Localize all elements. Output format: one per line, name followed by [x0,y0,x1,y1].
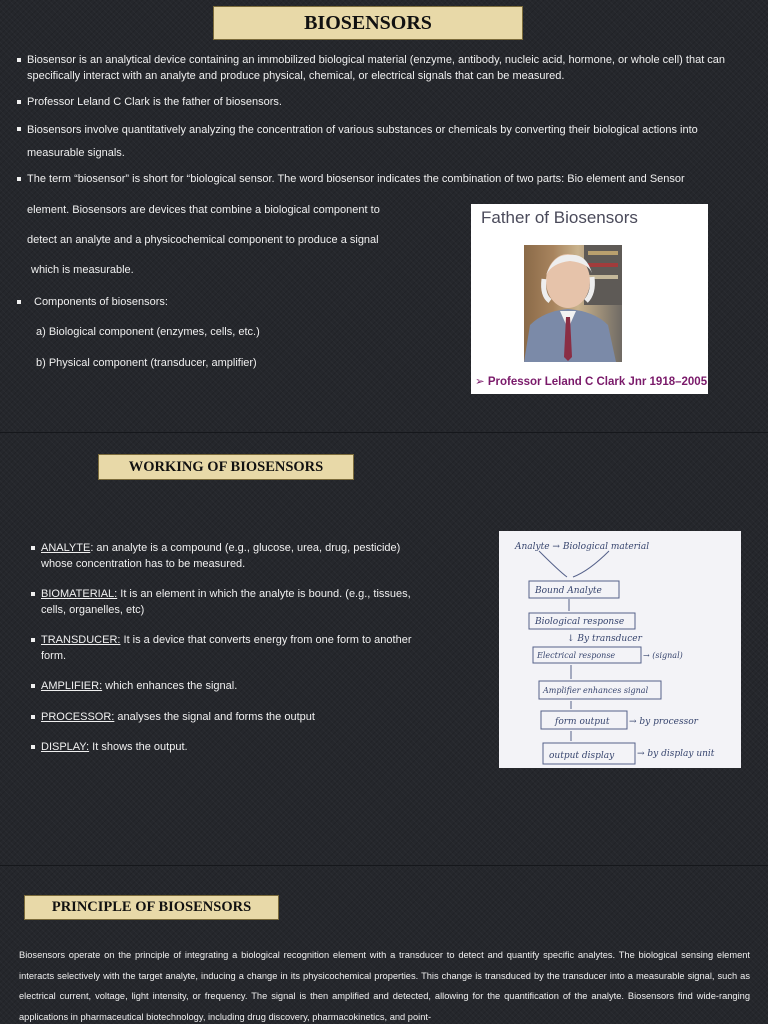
diagram-box: Bound Analyte [535,586,602,596]
component-biological: a) Biological component (enzymes, cells, etc.) [36,326,260,338]
item-biomaterial: BIOMATERIAL: It is an element in which the analyte is bound. (e.g., tissues, cells, organelles, etc) [31,586,431,618]
diagram-box: Electrical response [537,651,616,660]
slide-title: BIOSENSORS [213,6,523,40]
father-of-biosensors-card [471,204,708,394]
diagram-top: Analyte → Biological material [515,542,650,552]
text-line: element. Biosensors are devices that combine a biological component to [27,204,380,216]
text-line: which is measurable. [31,264,134,276]
bullet-quantitative: Biosensors involve quantitatively analyzing the concentration of various substances or chemicals by converting their biological actions into measurable signals. [17,119,753,165]
principle-paragraph: Biosensors operate on the principle of integrating a biological recognition element with a transducer to detect and quantify specific analytes. The biological sensing element interacts selectively with the target analyte, inducing a change in its physicochemical properties. This change is transduced by the transducer into a measurable signal, such as electrical current, voltage, light intensity, or frequency. The signal is then amplified and detected, allowing for the quantification of the analyte. Biosensors find wide-ranging applications in pharmaceutical biotechnology, including drug discovery, pharmacokinetics, and point- [19,950,750,1022]
bullet-father: Professor Leland C Clark is the father of biosensors. [17,94,753,110]
item-amplifier: AMPLIFIER: which enhances the signal. [31,678,431,694]
diagram-note: → by display unit [637,749,715,759]
item-processor: PROCESSOR: analyses the signal and forms the output [31,709,431,725]
diagram-box: output display [549,751,615,761]
slide-principle [0,866,768,1024]
bullet-components: Components of biosensors: [17,294,457,310]
slide-title: WORKING OF BIOSENSORS [98,454,354,480]
diagram-note: → (signal) [643,651,683,660]
portrait-photo [524,245,622,362]
card-title: Father of Biosensors [481,208,638,227]
slide-biosensors [0,0,768,433]
slide-working [0,433,768,866]
diagram-box: Amplifier enhances signal [543,686,649,695]
component-physical: b) Physical component (transducer, amplifier) [36,357,257,369]
card-caption: ➢ Professor Leland C Clark Jnr 1918–2005 [475,376,708,388]
diagram-note: → by processor [629,717,698,727]
item-display: DISPLAY: It shows the output. [31,739,431,755]
slide-title: PRINCIPLE OF BIOSENSORS [24,895,279,920]
bullet-definition: Biosensor is an analytical device containing an immobilized biological material (enzyme, antibody, nucleic acid, hormone, or whole cell) that can specifically interact with an analyte and produce physical, chemical, or electrical signals that can be measured. [17,52,753,84]
diagram-note: ↓ By transducer [567,634,642,644]
diagram-box: Biological response [535,617,625,627]
diagram-box: form output [555,717,610,727]
text-line: detect an analyte and a physicochemical component to produce a signal [27,234,379,246]
working-flow-diagram [499,531,741,768]
item-transducer: TRANSDUCER: It is a device that converts energy from one form to another form. [31,632,431,664]
item-analyte: ANALYTE: an analyte is a compound (e.g., glucose, urea, drug, pesticide) whose concentration has to be measured. [31,540,431,572]
bullet-term: The term “biosensor” is short for “biological sensor. The word biosensor indicates the combination of two parts: Bio element and Sensor [17,171,753,187]
